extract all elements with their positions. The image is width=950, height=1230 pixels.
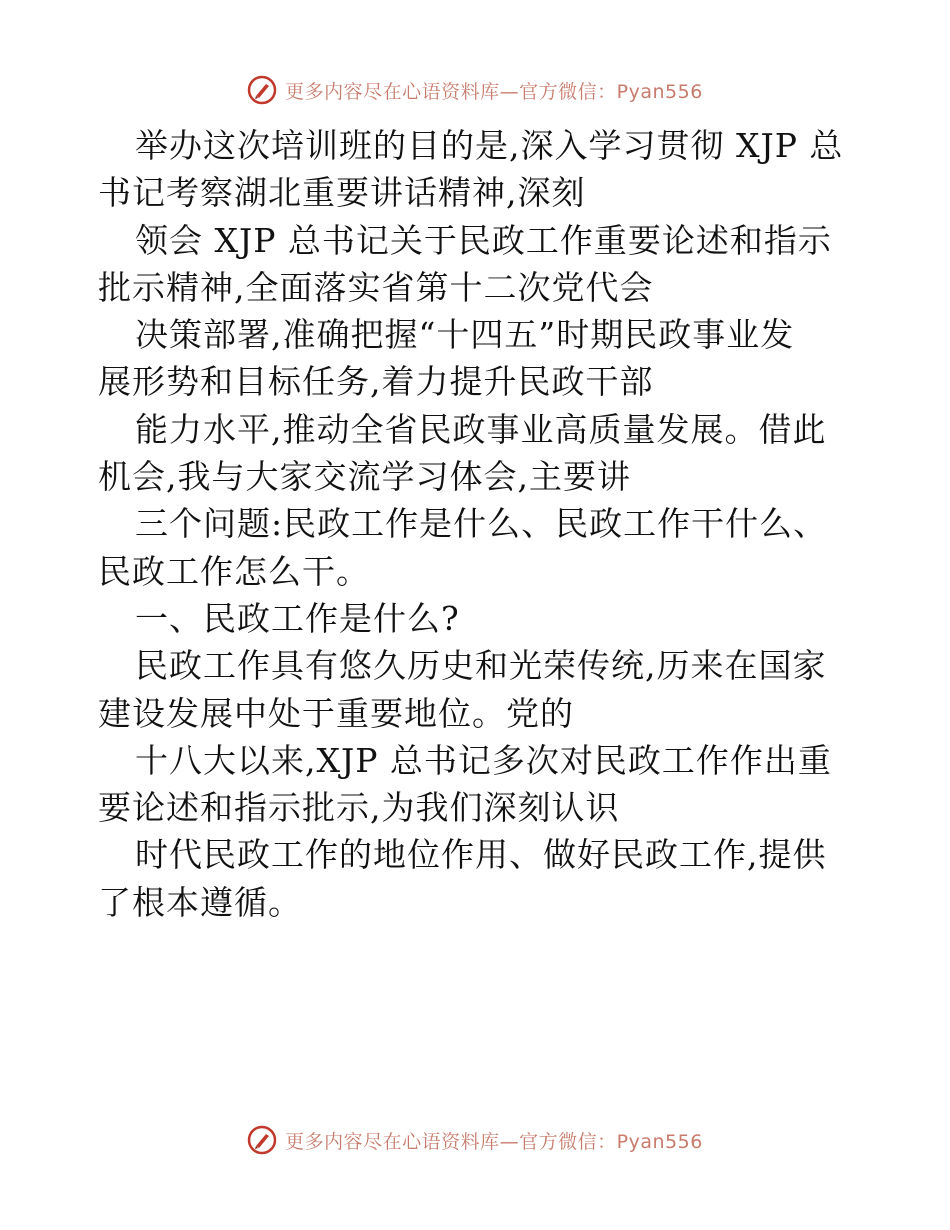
- text-line: 能力水平,推动全省民政事业高质量发展。借此: [135, 409, 827, 449]
- text-line: 了根本遵循。: [98, 882, 302, 922]
- text-line: 批示精神,全面落实省第十二次党代会: [98, 267, 654, 307]
- pen-logo-icon: [247, 75, 277, 105]
- watermark-text: 更多内容尽在心语资料库—官方微信：Pyan556: [285, 1130, 703, 1153]
- text-line: 十八大以来,XJP 总书记多次对民政工作作出重: [135, 740, 832, 780]
- document-body: [98, 122, 858, 926]
- text-line: 民政工作具有悠久历史和光荣传统,历来在国家: [135, 646, 827, 686]
- text-line: 举办这次培训班的目的是,深入学习贯彻 XJP 总: [135, 126, 844, 165]
- text-line: 领会 XJP 总书记关于民政工作重要论述和指示: [135, 220, 832, 260]
- watermark-text: 更多内容尽在心语资料库—官方微信：Pyan556: [285, 80, 703, 103]
- footer-watermark: [0, 1120, 950, 1160]
- text-line: 展形势和目标任务,着力提升民政干部: [98, 362, 654, 402]
- text-line: 三个问题:民政工作是什么、民政工作干什么、: [135, 504, 828, 544]
- text-line: 一、民政工作是什么?: [135, 598, 460, 638]
- text-line: 民政工作怎么干。: [98, 551, 370, 591]
- pen-logo-icon: [247, 1125, 277, 1155]
- text-line: 建设发展中处于重要地位。党的: [98, 693, 574, 733]
- text-line: 时代民政工作的地位作用、做好民政工作,提供: [135, 835, 827, 875]
- text-line: 书记考察湖北重要讲话精神,深刻: [98, 173, 586, 213]
- text-line: 要论述和指示批示,为我们深刻认识: [98, 788, 620, 828]
- text-line: 机会,我与大家交流学习体会,主要讲: [98, 457, 631, 497]
- text-line: 决策部署,准确把握“十四五”时期民政事业发: [135, 315, 795, 355]
- header-watermark: [0, 70, 950, 110]
